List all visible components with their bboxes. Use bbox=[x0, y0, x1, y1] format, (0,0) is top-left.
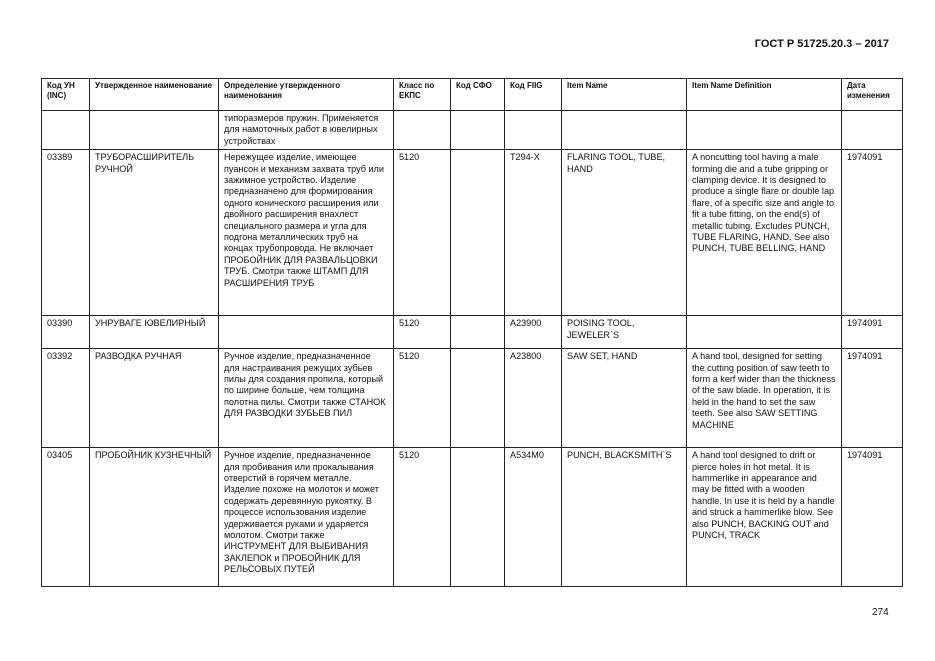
header-row bbox=[42, 79, 903, 111]
cell-date bbox=[842, 111, 903, 150]
cell-item-definition: A hand tool, designed for setting the cutting position of saw teeth to form a kerf wider than the thickness of the saw blade. In operation, it is held in the hand to set the saw teeth. See also SAW SETTING MACHINE bbox=[687, 349, 842, 448]
col-header: Item Name Definition bbox=[687, 79, 842, 111]
cell-item-name: SAW SET, HAND bbox=[562, 349, 687, 448]
cell-class: 5120 bbox=[394, 349, 451, 448]
cell-item-name: PUNCH, BLACKSMITH`S bbox=[562, 448, 687, 587]
cell-item-definition bbox=[687, 316, 842, 349]
cell-code: 03389 bbox=[42, 150, 90, 316]
col-header: Код FIIG bbox=[505, 79, 562, 111]
cell-name: УНРУВАГЕ ЮВЕЛИРНЫЙ bbox=[90, 316, 219, 349]
col-header: Определение утвержденного наименования bbox=[219, 79, 394, 111]
page-number: 274 bbox=[872, 607, 889, 618]
table-row bbox=[42, 111, 903, 150]
cell-class: 5120 bbox=[394, 316, 451, 349]
cell-item-definition bbox=[687, 111, 842, 150]
cell-date: 1974091 bbox=[842, 349, 903, 448]
cell-name bbox=[90, 111, 219, 150]
cell-sfo bbox=[451, 111, 505, 150]
cell-code bbox=[42, 111, 90, 150]
cell-fiig: A534M0 bbox=[505, 448, 562, 587]
col-header: Утвержденное наименование bbox=[90, 79, 219, 111]
cell-fiig: T294-X bbox=[505, 150, 562, 316]
cell-name: РАЗВОДКА РУЧНАЯ bbox=[90, 349, 219, 448]
cell-date: 1974091 bbox=[842, 150, 903, 316]
cell-sfo bbox=[451, 448, 505, 587]
cell-definition: Ручное изделие, предназначенное для пробивания или прокалывания отверстий в горячем металле. Изделие похоже на молоток и может содержать деревянную рукоятку. В процессе использования изделие удерживается руками и ударяется молотом. Смотри также ИНСТРУМЕНТ ДЛЯ ВЫБИВАНИЯ ЗАКЛЕПОК и ПРОБОЙНИК ДЛЯ РЕЛЬСОВЫХ ПУТЕЙ bbox=[219, 448, 394, 587]
cell-fiig bbox=[505, 111, 562, 150]
document-code: ГОСТ Р 51725.20.3 – 2017 bbox=[754, 38, 889, 50]
cell-item-name bbox=[562, 111, 687, 150]
cell-name: ПРОБОЙНИК КУЗНЕЧНЫЙ bbox=[90, 448, 219, 587]
cell-item-name: POISING TOOL, JEWELER`S bbox=[562, 316, 687, 349]
cell-definition bbox=[219, 316, 394, 349]
cell-sfo bbox=[451, 316, 505, 349]
cell-item-name: FLARING TOOL, TUBE, HAND bbox=[562, 150, 687, 316]
cell-definition: Нережущее изделие, имеющее пуансон и механизм захвата труб или зажимное устройство. Изделие предназначено для формирования одного конического расширения или двойного расширения внахлест специального размера и угла для подгона металлических труб на концах трубопровода. Не включает ПРОБОЙНИК ДЛЯ РАЗВАЛЬЦОВКИ ТРУБ. Смотри также ШТАМП ДЛЯ РАСШИРЕНИЯ ТРУБ bbox=[219, 150, 394, 316]
cell-fiig: A23800 bbox=[505, 349, 562, 448]
col-header: Код УН (INC) bbox=[42, 79, 90, 111]
table-row bbox=[42, 448, 903, 587]
cell-class bbox=[394, 111, 451, 150]
cell-sfo bbox=[451, 150, 505, 316]
cell-item-definition: A hand tool designed to drift or pierce holes in hot metal. It is hammerlike in appearance and may be fitted with a wooden handle. In use it is held by a handle and struck a hammerlike blow. See also PUNCH, BACKING OUT and PUNCH, TRACK bbox=[687, 448, 842, 587]
cell-sfo bbox=[451, 349, 505, 448]
cell-code: 03405 bbox=[42, 448, 90, 587]
cell-class: 5120 bbox=[394, 150, 451, 316]
cell-definition: типоразмеров пружин. Применяется для намоточных работ в ювелирных устройствах bbox=[219, 111, 394, 150]
cell-class: 5120 bbox=[394, 448, 451, 587]
cell-definition: Ручное изделие, предназначенное для настраивания режущих зубьев пилы для создания пропила, который по ширине больше, чем толщина полотна пилы. Смотри также СТАНОК ДЛЯ РАЗВОДКИ ЗУБЬЕВ ПИЛ bbox=[219, 349, 394, 448]
cell-name: ТРУБОРАСШИРИТЕЛЬ РУЧНОЙ bbox=[90, 150, 219, 316]
cell-item-definition: A noncutting tool having a male forming die and a tube gripping or clamping device. It is designed to produce a single flare or double lap flare, of a specific size and angle to fit a tube fitting, on the end(s) of metallic tubing. Excludes PUNCH, TUBE FLARING, HAND. See also PUNCH, TUBE BELLING, HAND bbox=[687, 150, 842, 316]
col-header: Дата изменения bbox=[842, 79, 903, 111]
col-header: Класс по ЕКПС bbox=[394, 79, 451, 111]
cell-code: 03392 bbox=[42, 349, 90, 448]
table-row bbox=[42, 349, 903, 448]
cell-date: 1974091 bbox=[842, 316, 903, 349]
catalog-table bbox=[41, 78, 903, 587]
cell-fiig: A23900 bbox=[505, 316, 562, 349]
col-header: Item Name bbox=[562, 79, 687, 111]
col-header: Код СФО bbox=[451, 79, 505, 111]
cell-code: 03390 bbox=[42, 316, 90, 349]
table-row bbox=[42, 150, 903, 316]
cell-date: 1974091 bbox=[842, 448, 903, 587]
table-row bbox=[42, 316, 903, 349]
